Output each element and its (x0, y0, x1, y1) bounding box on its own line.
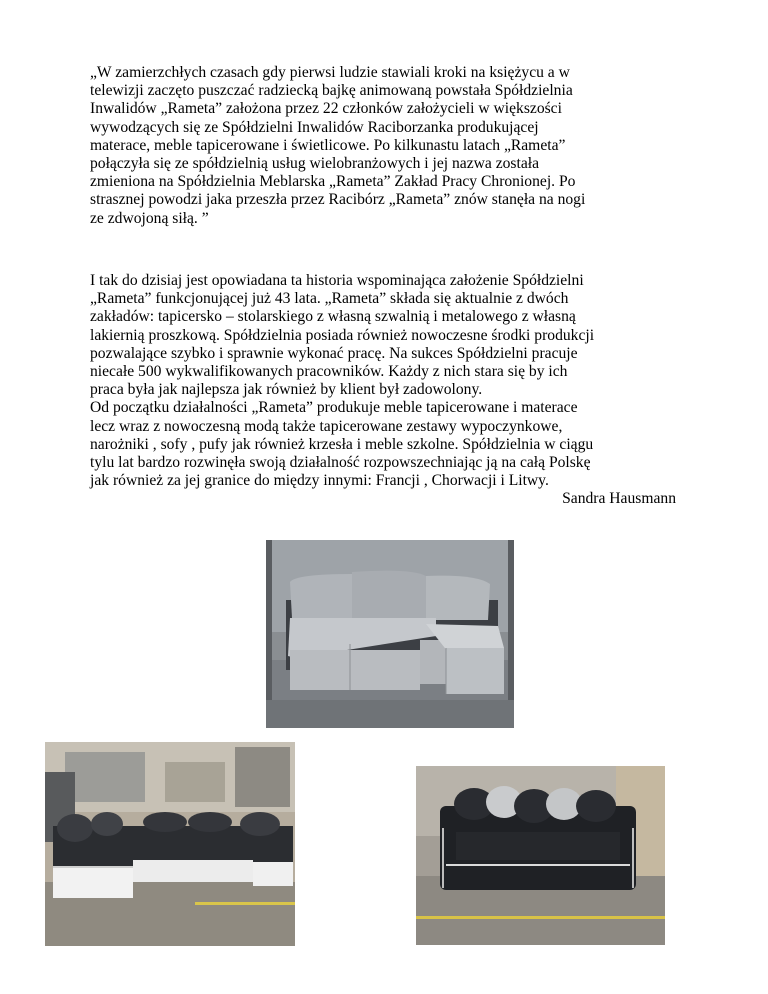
text-line: Inwalidów „Rameta” założona przez 22 członków założycieli w większości (90, 100, 562, 118)
black-sofa-photo (416, 766, 665, 945)
text-line: materace, meble tapicerowane i świetlicowe. Po kilkunastu latach „Rameta” (90, 136, 566, 154)
text-line: połączyła się ze spółdzielnią usług wielobranżowych i jej nazwa została (90, 155, 540, 173)
text-line: praca była jak najlepsza jak również by klient był zadowolony. (90, 381, 483, 399)
text-line: tylu lat bardzo rozwinęła swoją działalność rozpowszechniając ją na całą Polskę (90, 454, 591, 472)
text-line: zakładów: tapicersko – stolarskiego z własną szwalnią i metalowego z własną (90, 308, 576, 326)
history-paragraph (90, 272, 690, 509)
text-line: jak również za jej granice do między innymi: Francji , Chorwacji i Litwy. (90, 472, 549, 490)
text-line: zmieniona na Spółdzielnia Meblarska „Rameta” Zakład Pracy Chronionej. Po (90, 173, 576, 191)
text-line: Od początku działalności „Rameta” produkuje meble tapicerowane i materace (90, 399, 578, 417)
u-shaped-sofa-photo (45, 742, 295, 946)
text-line: niecałe 500 wykwalifikowanych pracowników. Każdy z nich stara się by ich (90, 363, 568, 381)
text-line: I tak do dzisiaj jest opowiadana ta historia wspominająca założenie Spółdzielni (90, 272, 584, 289)
text-line: „Rameta” funkcjonującej już 43 lata. „Rameta” składa się aktualnie z dwóch (90, 290, 569, 308)
text-line: lakiernią proszkową. Spółdzielnia posiada również nowoczesne środki produkcji (90, 326, 595, 344)
author-signature: Sandra Hausmann (562, 490, 676, 508)
text-line: strasznej powodzi jaka przeszła przez Racibórz „Rameta” znów stanęła na nogi (90, 191, 586, 209)
intro-quote-paragraph (90, 64, 690, 228)
text-line: telewizji zaczęto puszczać radziecką bajkę animowaną powstała Spółdzielnia (90, 82, 573, 100)
text-line: „W zamierzchłych czasach gdy pierwsi ludzie stawiali kroki na księżycu a w (90, 64, 570, 81)
text-line: pozwalające szybko i sprawnie wykonać pracę. Na sukces Spółdzielni pracuje (90, 344, 578, 362)
corner-sofa-photo (266, 540, 514, 728)
text-line: ze zdwojoną siłą. ” (90, 209, 209, 227)
text-line: lecz wraz z nowoczesną modą także tapicerowane zestawy wypoczynkowe, (90, 417, 563, 435)
text-line: narożniki , sofy , pufy jak również krzesła i meble szkolne. Spółdzielnia w ciągu (90, 435, 594, 453)
text-line: wywodzących się ze Spółdzielni Inwalidów Raciborzanka produkującej (90, 118, 539, 136)
